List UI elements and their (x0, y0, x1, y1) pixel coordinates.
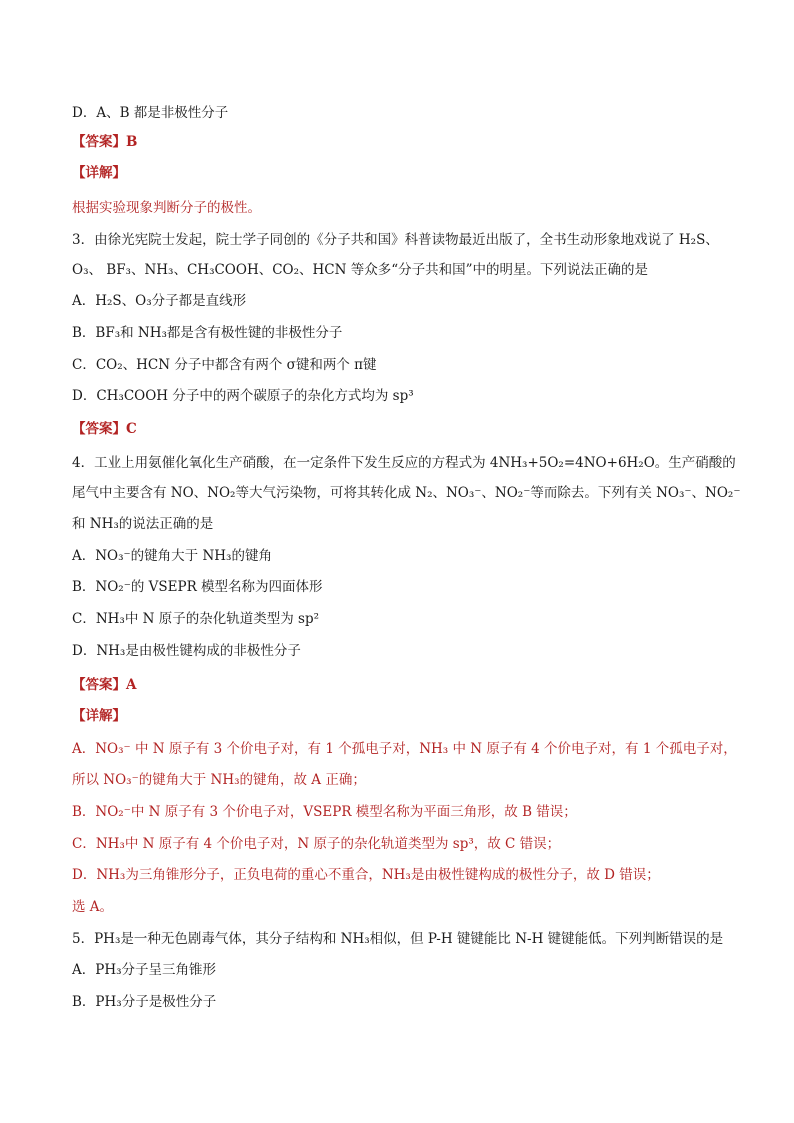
detail-line: C．NH₃中 N 原子有 4 个价电子对，N 原子的杂化轨道类型为 sp³，故 C 错误； (72, 836, 561, 852)
question-line: 4．工业上用氨催化氧化生产硝酸，在一定条件下发生反应的方程式为 4NH₃+5O₂=4NO+6H₂O。生产硝酸的 (72, 455, 736, 471)
option-line: A．PH₃分子呈三角锥形 (72, 962, 217, 978)
option-line: A．NO₃⁻的键角大于 NH₃的键角 (72, 548, 272, 564)
option-line: C．NH₃中 N 原子的杂化轨道类型为 sp² (72, 611, 319, 627)
detail-line: B．NO₂⁻中 N 原子有 3 个价电子对，VSEPR 模型名称为平面三角形，故 B 错误； (72, 804, 577, 820)
answer-line: 【答案】C (72, 421, 137, 437)
question-line: 和 NH₃的说法正确的是 (72, 516, 214, 532)
answer-line: 【答案】B (72, 134, 138, 150)
question-line: 5．PH₃是一种无色剧毒气体，其分子结构和 NH₃相似，但 P-H 键键能比 N-H 键键能低。下列判断错误的是 (72, 931, 724, 947)
detail-line: D．NH₃为三角锥形分子，正负电荷的重心不重合，NH₃是由极性键构成的极性分子，故 D 错误； (72, 867, 660, 883)
detail-line: 选 A。 (72, 899, 114, 915)
question-line: O₃、 BF₃、NH₃、CH₃COOH、CO₂、HCN 等众多“分子共和国”中的明星。下列说法正确的是 (72, 262, 649, 278)
option-line: B．BF₃和 NH₃都是含有极性键的非极性分子 (72, 325, 343, 341)
option-line: B．PH₃分子是极性分子 (72, 994, 217, 1010)
option-line: A．H₂S、O₃分子都是直线形 (72, 293, 247, 309)
question-line: 3．由徐光宪院士发起，院士学子同创的《分子共和国》科普读物最近出版了，全书生动形象地戏说了 H₂S、 (72, 232, 719, 248)
detail-line: A．NO₃⁻ 中 N 原子有 3 个价电子对，有 1 个孤电子对，NH₃ 中 N 原子有 4 个价电子对，有 1 个孤电子对， (72, 741, 737, 757)
option-line: B．NO₂⁻的 VSEPR 模型名称为四面体形 (72, 579, 323, 595)
option-line: D．NH₃是由极性键构成的非极性分子 (72, 643, 301, 659)
detail-line: 所以 NO₃⁻的键角大于 NH₃的键角，故 A 正确； (72, 772, 366, 788)
detail-heading: 【详解】 (72, 708, 126, 724)
answer-line: 【答案】A (72, 677, 137, 693)
detail-heading: 【详解】 (72, 165, 126, 181)
option-line: C．CO₂、HCN 分子中都含有两个 σ键和两个 π键 (72, 357, 377, 373)
detail-line: 根据实验现象判断分子的极性。 (72, 200, 261, 216)
question-line: 尾气中主要含有 NO、NO₂等大气污染物，可将其转化成 N₂、NO₃⁻、NO₂⁻等而除去。下列有关 NO₃⁻、NO₂⁻ (72, 485, 741, 501)
option-line: D．CH₃COOH 分子中的两个碳原子的杂化方式均为 sp³ (72, 388, 414, 404)
option-line: D．A、B 都是非极性分子 (72, 105, 229, 121)
